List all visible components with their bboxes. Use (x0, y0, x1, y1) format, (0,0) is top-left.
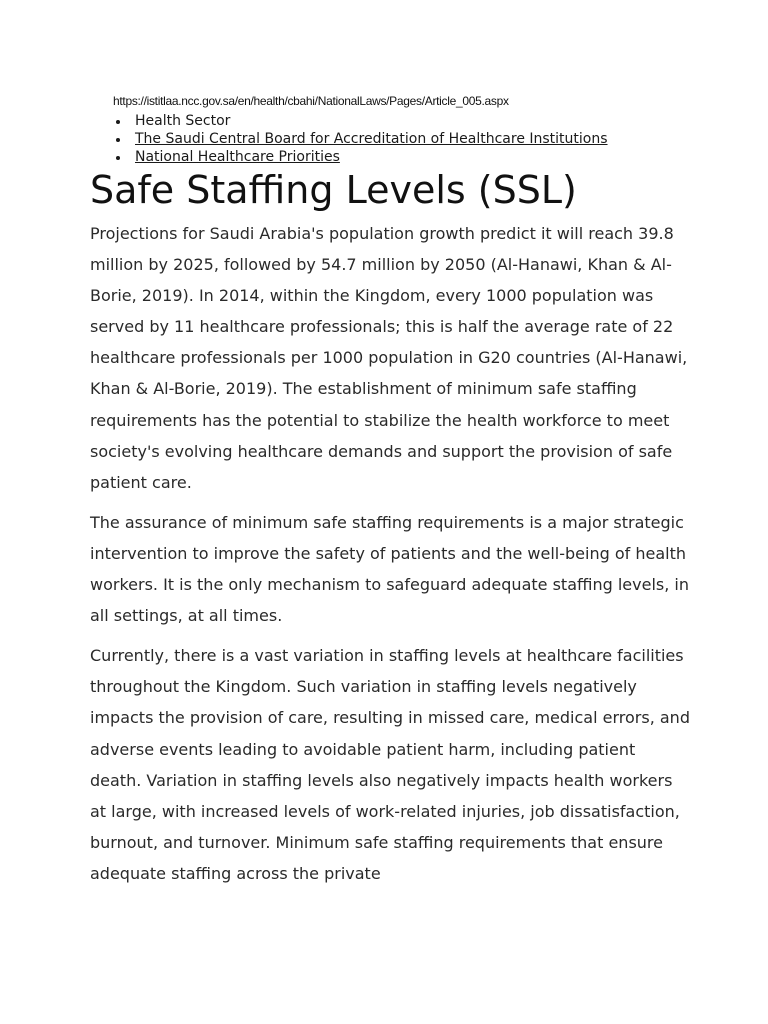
paragraph-assurance: The assurance of minimum safe staffing requirements is a major strategic intervention to improve the safety of patients and the well-being of health workers. It is the only mechanism to safeguard adequate staffing levels, in all settings, at all times. (90, 512, 689, 626)
article-body (90, 218, 690, 898)
breadcrumb-item-label: Health Sector (135, 113, 231, 129)
paragraph-variation: Currently, there is a vast variation in staffing levels at healthcare facilities throughout the Kingdom. Such variation in staffing levels negatively impacts the provision of care, resulting in missed care, medical errors, and adverse events leading to avoidable patient harm, including patient death. Variation in staffing levels also negatively impacts health workers at large, with increased levels of work-related injuries, job dissatisfaction, burnout, and turnover. Minimum safe staffing requirements that ensure adequate staffing across the private (90, 646, 690, 883)
breadcrumb (113, 112, 608, 166)
page-title: Safe Staffing Levels (SSL) (90, 168, 577, 212)
breadcrumb-item-health-sector (113, 112, 608, 130)
breadcrumb-item-cbahi[interactable] (113, 130, 608, 148)
breadcrumb-link-national-priorities[interactable]: National Healthcare Priorities (135, 149, 340, 165)
breadcrumb-item-national-priorities[interactable] (113, 148, 608, 166)
source-url: https://istitlaa.ncc.gov.sa/en/health/cbahi/NationalLaws/Pages/Article_005.aspx (113, 94, 509, 108)
breadcrumb-link-cbahi[interactable]: The Saudi Central Board for Accreditation of Healthcare Institutions (135, 131, 608, 147)
paragraph-population: Projections for Saudi Arabia's population growth predict it will reach 39.8 million by 2025, followed by 54.7 million by 2050 (Al-Hanawi, Khan & Al-Borie, 2019). In 2014, within the Kingdom, every 1000 population was served by 11 healthcare professionals; this is half the average rate of 22 healthcare professionals per 1000 population in G20 countries (Al-Hanawi, Khan & Al-Borie, 2019). The establishment of minimum safe staffing requirements has the potential to stabilize the health workforce to meet society's evolving healthcare demands and support the provision of safe patient care. (90, 224, 688, 492)
